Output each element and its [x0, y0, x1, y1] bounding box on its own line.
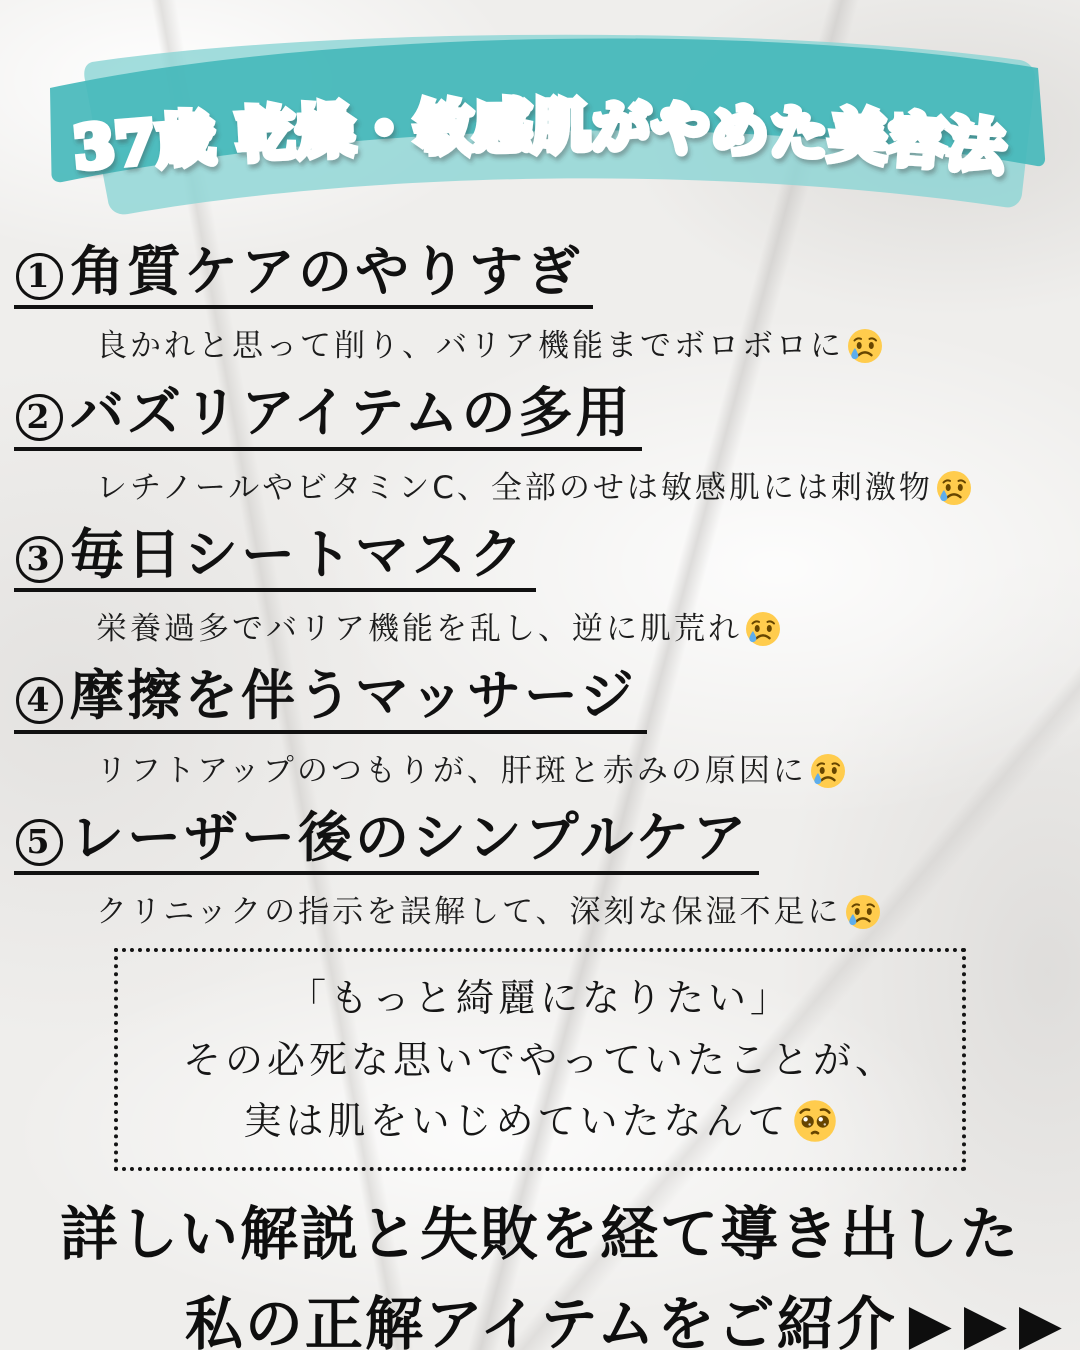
crying-face-emoji [845, 894, 881, 930]
circled-number: 2 [16, 394, 63, 441]
item-description-text: クリニックの指示を誤解して、深刻な保湿不足に [96, 894, 842, 931]
list-item [14, 241, 1060, 365]
circled-number: 4 [16, 677, 63, 724]
item-heading-text: 摩擦を伴うマッサージ [70, 663, 637, 728]
item-description-text: 栄養過多でバリア機能を乱し、逆に肌荒れ [96, 611, 742, 648]
quote-line: 「もっと綺麗になりたい」 [287, 976, 792, 1021]
list-item [14, 665, 1060, 789]
item-description [96, 745, 1060, 790]
crying-face-emoji [810, 753, 846, 789]
item-heading-text: バズリアイテムの多用 [70, 380, 633, 445]
item-description-text: リフトアップのつもりが、肝斑と赤みの原因に [96, 752, 807, 789]
banner-title: 37歳 乾燥・敏感肌がやめた美容法 [70, 92, 1010, 183]
quote-box [114, 948, 966, 1171]
quote-line-text: 実は肌をいじめていたなんて [243, 1099, 790, 1144]
item-heading [14, 665, 647, 733]
footer-line1: 詳しい解説と失敗を経て導き出した [59, 1199, 1020, 1268]
footer-line2 [0, 1277, 1080, 1350]
banner [0, 0, 1080, 235]
item-description [96, 603, 1060, 648]
crying-face-emoji [847, 328, 883, 364]
item-description-text: 良かれと思って削り、バリア機能までボロボロに [96, 328, 844, 365]
item-heading-text: 毎日シートマスク [70, 521, 526, 586]
item-description-text: レチノールやビタミンC、全部のせは敏感肌には刺激物 [96, 469, 933, 506]
circled-number: 3 [16, 536, 63, 583]
item-heading [14, 382, 642, 450]
habit-list [0, 235, 1080, 931]
crying-face-emoji [936, 470, 972, 506]
triple-arrow-icon: ▶▶▶ [908, 1291, 1074, 1350]
circled-number: 1 [16, 253, 63, 300]
footer-line2-text: 私の正解アイテムをご紹介 [184, 1289, 897, 1350]
quote-line: その必死な思いでやっていたことが、 [182, 1037, 897, 1082]
list-item [14, 382, 1060, 506]
item-heading [14, 804, 759, 875]
circled-number: 5 [16, 819, 63, 866]
pleading-face-emoji [793, 1099, 837, 1143]
quote-line [128, 1091, 952, 1153]
list-item [14, 521, 1060, 648]
footer-cta [0, 1187, 1080, 1350]
list-item [14, 804, 1060, 931]
item-description [96, 320, 1060, 365]
item-heading-text: レーザー後のシンプルケア [70, 804, 750, 869]
item-heading-text: 角質ケアのやりすぎ [70, 239, 583, 303]
item-heading [14, 241, 593, 309]
item-heading [14, 521, 536, 592]
crying-face-emoji [745, 611, 781, 647]
item-description [96, 886, 1060, 931]
item-description [96, 462, 1060, 507]
